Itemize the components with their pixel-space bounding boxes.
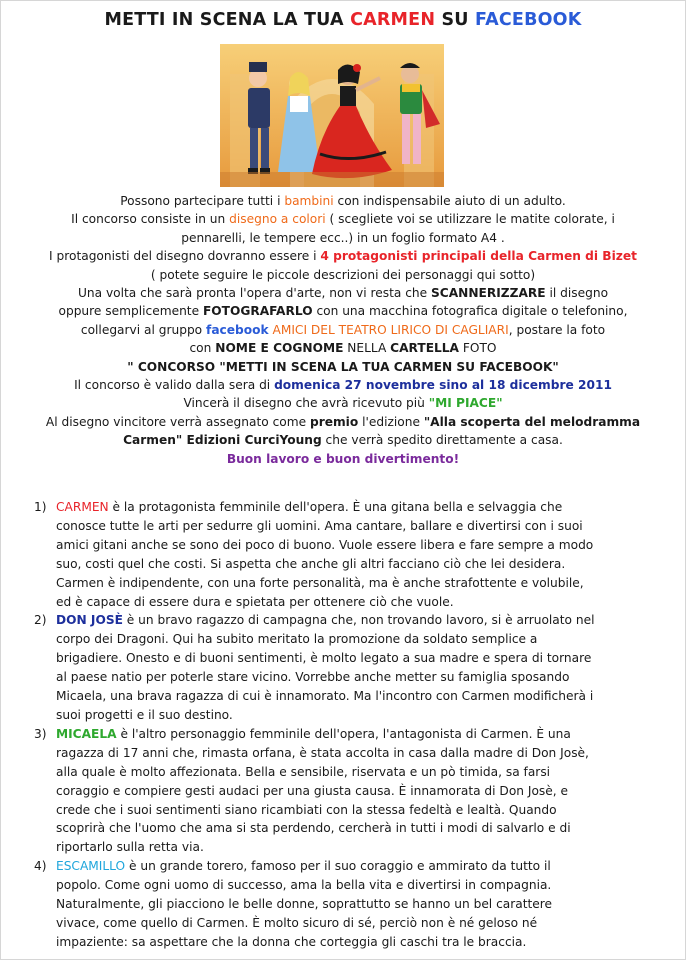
intro-text xyxy=(10,192,676,468)
character-list xyxy=(34,498,666,952)
page-title xyxy=(0,10,686,30)
intro-line-3: pennarelli, le tempere ecc..) in un foglio formato A4 . xyxy=(181,230,505,245)
list-item-don-jose: 2) DON JOSÈ è un bravo ragazzo di campagna che, non trovando lavoro, si è arruolato nel corpo dei Dragoni. Qui ha subito meritato la promozione da soldato semplice a brigadiere. Onesto e di buoni sentimenti, è molto legato a sua madre e spera di tornare al paese natio per poterle stare vicino. Vorrebbe anche metter su famiglia sposando Micaela, una brava ragazza di cui è innamorato. Ma l'incontro con Carmen modificherà i suoi progetti e il suo destino. xyxy=(34,611,666,724)
title-carmen: CARMEN xyxy=(350,10,436,30)
intro-line-13: Al disegno vincitore verrà assegnato come premio l'edizione "Alla scoperta del melodramma xyxy=(45,414,641,429)
character-name: ESCAMILLO xyxy=(56,859,126,874)
title-facebook: FACEBOOK xyxy=(474,10,582,30)
intro-line-4: I protagonisti del disegno dovranno essere i 4 protagonisti principali della Carmen di Bizet xyxy=(49,249,637,264)
list-number: 2) xyxy=(34,613,47,628)
intro-line-7: oppure semplicemente FOTOGRAFARLO con una macchina fotografica digitale o telefonino, xyxy=(58,304,628,319)
list-number: 3) xyxy=(34,726,47,741)
title-part-3: SU xyxy=(435,10,475,30)
character-name: DON JOSÈ xyxy=(56,613,123,628)
character-name: MICAELA xyxy=(56,726,117,741)
illustration-drawing xyxy=(220,44,444,187)
list-item-micaela: 3) MICAELA è l'altro personaggio femminile dell'opera, l'antagonista di Carmen. È una ragazza di 17 anni che, rimasta orfana, è stata accolta in casa dalla madre di Don Josè, alla quale è molto affezionata. Bella e sensibile, riservata e un pò timida, sa farsi coraggio e compiere gesti audaci per una giusta causa. È innamorata di Don Josè, e crede che i suoi sentimenti siano ricambiati con la stessa fedeltà e lealtà. Quando scoprirà che l'uomo che ama si sta perdendo, cercherà in tutti i modi di salvarlo e di riportarlo sulla retta via. xyxy=(34,725,666,857)
intro-line-10: " CONCORSO "METTI IN SCENA LA TUA CARMEN SU FACEBOOK" xyxy=(127,359,559,374)
list-item-escamillo: 4) ESCAMILLO è un grande torero, famoso per il suo coraggio e ammirato da tutto il popolo. Come ogni uomo di successo, ama la bella vita e divertirsi in compagnia. Naturalmente, gli piacciono le belle donne, soprattutto se hanno un bel carattere vivace, come quello di Carmen. È molto sicuro di sé, perciò non è né geloso né impaziente: sa aspettare che la donna che corteggia gli caschi tra le braccia. xyxy=(34,857,666,952)
intro-line-14: Carmen" Edizioni CurciYoung che verrà spedito direttamente a casa. xyxy=(123,433,563,448)
intro-line-15: Buon lavoro e buon divertimento! xyxy=(226,451,460,466)
character-name: CARMEN xyxy=(56,500,109,514)
title-part-1: METTI IN SCENA LA TUA xyxy=(104,10,351,30)
list-number: 4) xyxy=(34,859,47,874)
intro-line-9: con NOME E COGNOME NELLA CARTELLA FOTO xyxy=(189,341,497,356)
intro-line-1: Possono partecipare tutti i bambini con indispensabile aiuto di un adulto. xyxy=(120,194,566,208)
intro-line-5: ( potete seguire le piccole descrizioni dei personaggi qui sotto) xyxy=(150,267,536,282)
intro-line-8: collegarvi al gruppo facebook AMICI DEL TEATRO LIRICO DI CAGLIARI, postare la foto xyxy=(80,322,606,337)
carmen-illustration xyxy=(220,44,444,187)
list-number: 1) xyxy=(34,500,47,514)
intro-line-11: Il concorso è valido dalla sera di domenica 27 novembre sino al 18 dicembre 2011 xyxy=(74,378,612,393)
intro-line-12: Vincerà il disegno che avrà ricevuto più "MI PIACE" xyxy=(183,396,503,411)
list-item-carmen: 1) CARMEN è la protagonista femminile dell'opera. È una gitana bella e selvaggia che conosce tutte le arti per sedurre gli uomini. Ama cantare, ballare e divertirsi con i suoi amici gitani anche se sono dei poco di buono. Vuole essere libera e fare sempre a modo suo, costi quel che costi. Si aspetta che anche gli altri facciano ciò che lei desidera. Carmen è indipendente, con una forte personalità, ma è anche strafottente e volubile, ed è capace di essere dura e spietata per ottenere ciò che vuole. xyxy=(34,498,666,611)
intro-line-6: Una volta che sarà pronta l'opera d'arte, non vi resta che SCANNERIZZARE il disegno xyxy=(77,286,609,301)
intro-line-2: Il concorso consiste in un disegno a colori ( scegliete voi se utilizzare le matite colorate, i xyxy=(71,212,615,227)
